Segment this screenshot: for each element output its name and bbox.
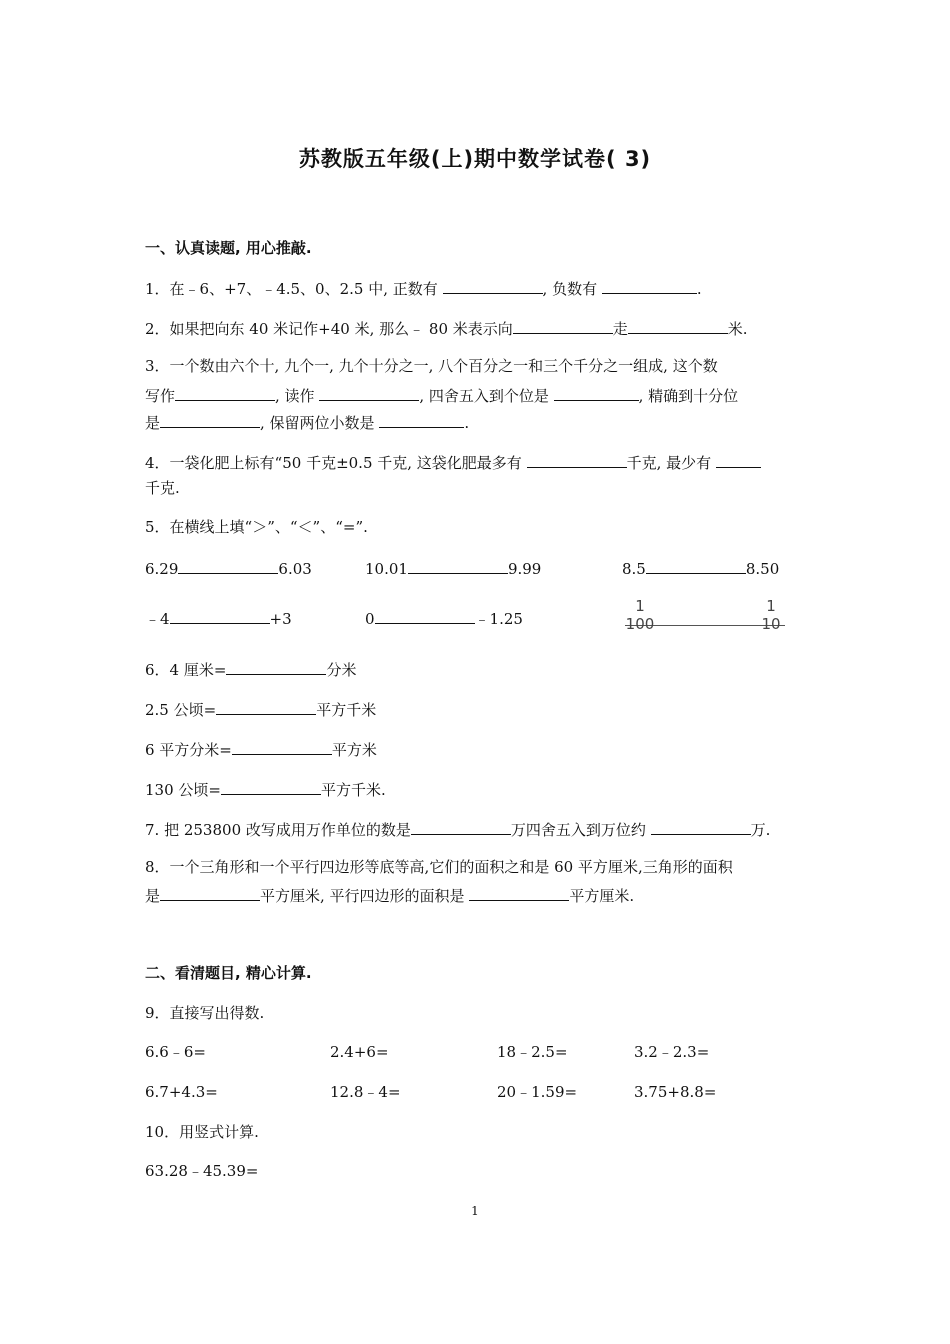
compare-item: 6.29 6.03 — [145, 557, 312, 579]
compare-item: 0 ﹣1.25 — [365, 607, 523, 629]
calc-item: 2.4+6= — [330, 1043, 389, 1061]
calc-item: 20﹣1.59= — [497, 1083, 578, 1101]
answer-blank[interactable] — [411, 818, 511, 835]
question-9-intro: 9．直接写出得数. — [145, 1004, 265, 1022]
question-4-line-1: 4．一袋化肥上标有“50 千克±0.5 千克, 这袋化肥最多有 千克, 最少有 — [145, 451, 761, 473]
answer-blank[interactable] — [319, 384, 419, 401]
question-3-line-2: 写作 , 读作 , 四舍五入到个位是 , 精确到十分位 — [145, 384, 738, 406]
compare-blank[interactable] — [408, 557, 508, 574]
answer-blank[interactable] — [175, 384, 275, 401]
calc-item: 6.6﹣6= — [145, 1043, 206, 1061]
answer-blank[interactable] — [443, 277, 543, 294]
fraction-one-hundredth: 1 100 — [625, 597, 655, 633]
answer-blank[interactable] — [602, 277, 697, 294]
question-8-line-1: 8．一个三角形和一个平行四边形等底等高,它们的面积之和是 60 平方厘米,三角形的面积 — [145, 858, 733, 876]
compare-blank[interactable] — [170, 607, 270, 624]
answer-blank[interactable] — [216, 698, 316, 715]
compare-blank[interactable] — [178, 557, 278, 574]
compare-item: 10.01 9.99 — [365, 557, 541, 579]
question-3-line-3: 是 , 保留两位小数是 . — [145, 411, 469, 433]
fraction-one-tenth: 1 10 — [761, 597, 781, 633]
answer-blank[interactable] — [469, 884, 569, 901]
answer-blank[interactable] — [554, 384, 639, 401]
answer-blank[interactable] — [527, 451, 627, 468]
answer-blank[interactable] — [160, 411, 260, 428]
section-2-heading: 二、看清题目, 精心计算. — [145, 964, 312, 982]
answer-blank[interactable] — [628, 317, 728, 334]
compare-item: 8.5 8.50 — [622, 557, 779, 579]
calc-item: 63.28﹣45.39= — [145, 1162, 259, 1180]
calc-item: 3.2﹣2.3= — [634, 1043, 710, 1061]
question-3-line-1: 3．一个数由六个十, 九个一, 九个十分之一, 八个百分之一和三个千分之一组成, 这个数 — [145, 357, 718, 375]
calc-item: 12.8﹣4= — [330, 1083, 401, 1101]
answer-blank[interactable] — [160, 884, 260, 901]
calc-item: 18﹣2.5= — [497, 1043, 568, 1061]
compare-item: ﹣4 +3 — [145, 607, 292, 629]
answer-blank[interactable] — [716, 451, 761, 468]
question-6-d: 130 公顷= 平方千米. — [145, 778, 386, 800]
compare-blank[interactable] — [375, 607, 475, 624]
answer-blank[interactable] — [651, 818, 751, 835]
page-title: 苏教版五年级(上)期中数学试卷( 3) — [298, 147, 652, 171]
calc-item: 6.7+4.3= — [145, 1083, 218, 1101]
answer-blank[interactable] — [513, 317, 613, 334]
answer-blank[interactable] — [232, 738, 332, 755]
question-4-line-2: 千克. — [145, 479, 180, 497]
question-7: 7. 把 253800 改写成用万作单位的数是 万四舍五入到万位约 万. — [145, 818, 770, 840]
answer-blank[interactable] — [379, 411, 464, 428]
question-2: 2．如果把向东 40 米记作+40 米, 那么﹣ 80 米表示向 走 米. — [145, 317, 748, 339]
question-1: 1．在﹣6、+7、﹣4.5、0、2.5 中, 正数有 , 负数有 . — [145, 277, 702, 299]
question-5-intro: 5．在横线上填“＞”、“＜”、“=”. — [145, 518, 368, 536]
question-10-intro: 10．用竖式计算. — [145, 1123, 259, 1141]
calc-item: 3.75+8.8= — [634, 1083, 717, 1101]
compare-blank[interactable] — [646, 557, 746, 574]
section-1-heading: 一、认真读题, 用心推敲. — [145, 239, 312, 257]
answer-blank[interactable] — [221, 778, 321, 795]
answer-blank[interactable] — [226, 658, 326, 675]
page-number: 1 — [471, 1204, 479, 1218]
question-6-b: 2.5 公顷= 平方千米 — [145, 698, 376, 720]
question-8-line-2: 是 平方厘米, 平行四边形的面积是 平方厘米. — [145, 884, 634, 906]
question-6-c: 6 平方分米= 平方米 — [145, 738, 377, 760]
question-6-a: 6．4 厘米= 分米 — [145, 658, 356, 680]
